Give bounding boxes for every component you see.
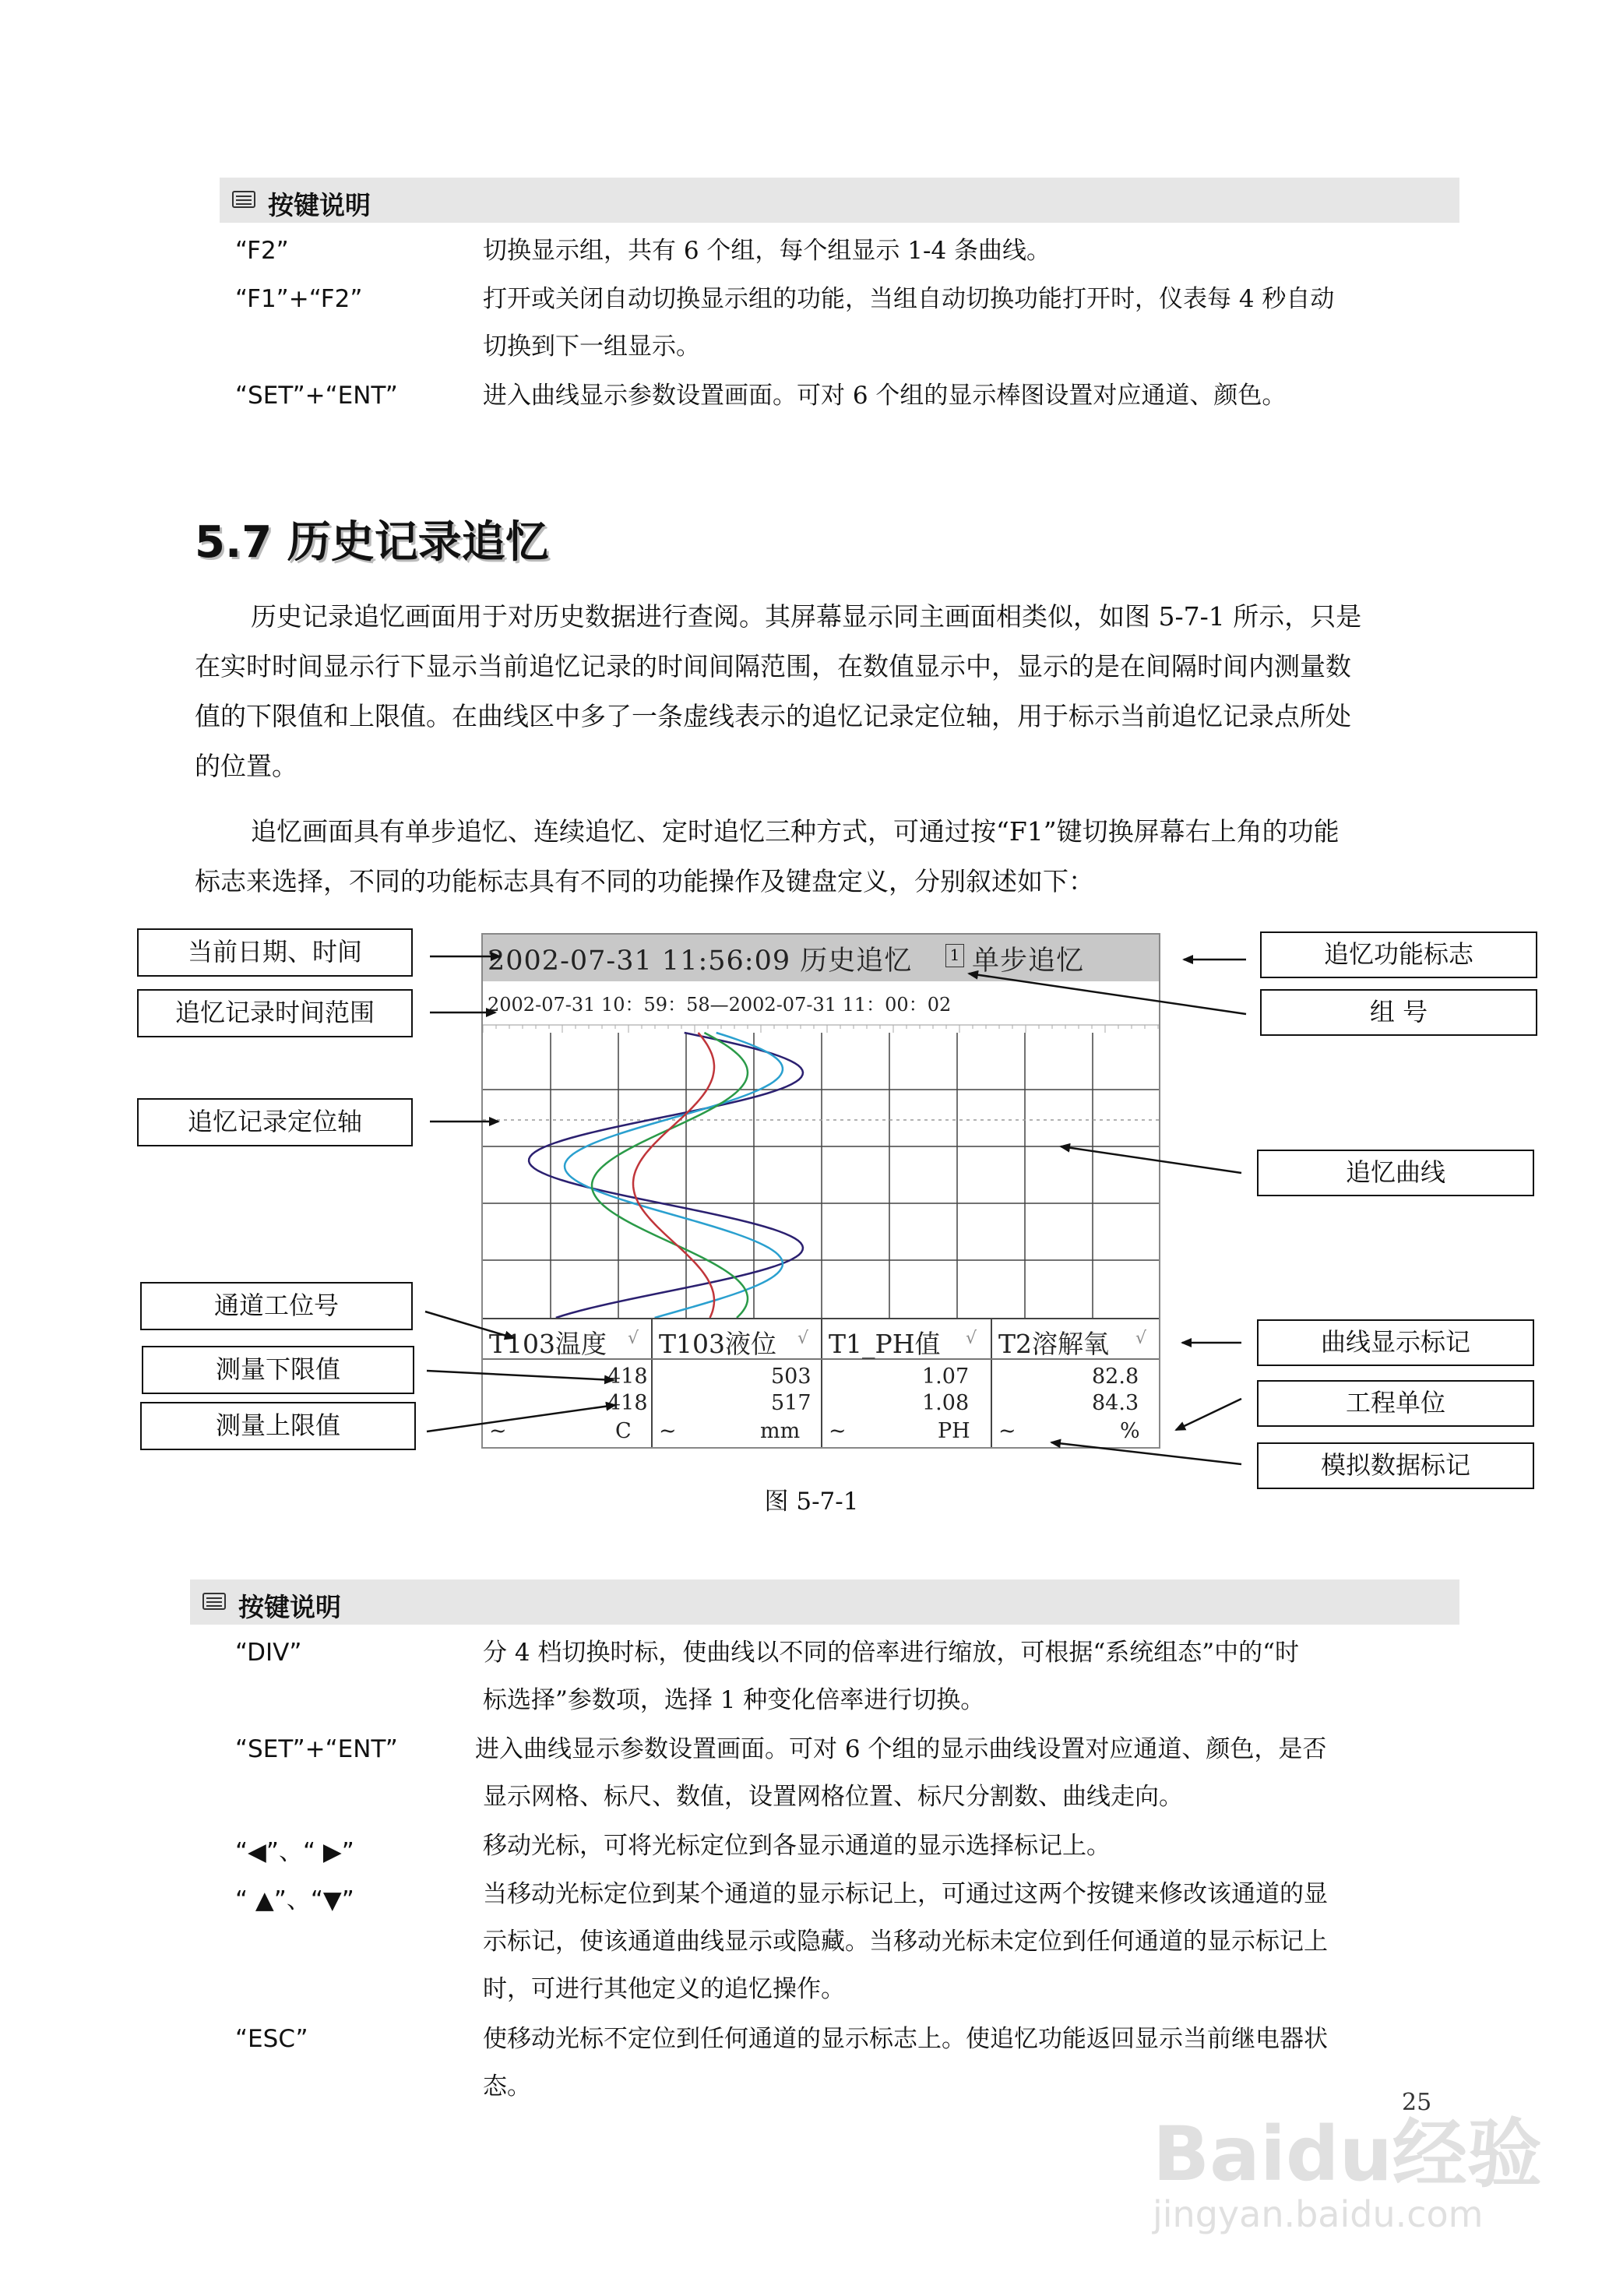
ch4-display-mark[interactable]: √ <box>1135 1329 1147 1348</box>
lcd-mode-flag: 单步追忆 <box>972 946 1085 977</box>
bottom-keys-header-bar <box>190 1579 1459 1625</box>
curve-red <box>633 1033 714 1318</box>
para1-line2: 在实时时间显示行下显示当前追忆记录的时间间隔范围，在数值显示中，显示的是在间隔时间内测量数 <box>195 651 1351 681</box>
top-keys-header-bar <box>220 178 1459 223</box>
ruler-ticks <box>483 1025 1158 1033</box>
ch4-unit: % <box>1120 1419 1140 1443</box>
ch1-name: T103温度 <box>489 1329 607 1359</box>
curve-green <box>592 1033 748 1318</box>
callout-channel-tag: 通道工位号 <box>140 1282 413 1330</box>
para1-line1: 历史记录追忆画面用于对历史数据进行查阅。其屏幕显示同主画面相类似，如图 5-7-1 所示，只是 <box>251 601 1362 632</box>
key-div: “DIV” <box>235 1639 302 1667</box>
desc-div-line1: 分 4 档切换时标，使曲线以不同的倍率进行缩放，可根据“系统组态”中的“时 <box>483 1639 1299 1667</box>
ch2-unit: mm <box>760 1419 801 1443</box>
lcd-graph <box>483 1023 1159 1318</box>
ch4-high: 84.3 <box>1092 1391 1139 1415</box>
section-title: 5.7 历史记录追忆 <box>195 517 549 568</box>
keyboard-icon <box>232 191 255 208</box>
figure-caption: 图 5-7-1 <box>764 1488 859 1516</box>
ch4-analog-mark: ~ <box>998 1419 1016 1443</box>
key-esc: “ESC” <box>235 2025 308 2053</box>
page-number: 25 <box>1402 2089 1432 2116</box>
desc-left-right-line1: 移动光标，可将光标定位到各显示通道的显示选择标记上。 <box>483 1832 1111 1860</box>
watermark-url: jingyan.baidu.com <box>1153 2193 1484 2235</box>
desc-div-line2: 标选择”参数项，选择 1 种变化倍率进行切换。 <box>483 1686 985 1714</box>
para1-line3: 值的下限值和上限值。在曲线区中多了一条虚线表示的追忆记录定位轴，用于标示当前追忆记录点所处 <box>195 701 1351 731</box>
ch1-high: 418 <box>607 1391 648 1415</box>
ch3-high: 1.08 <box>922 1391 970 1415</box>
callout-curve-display-mark: 曲线显示标记 <box>1257 1319 1534 1366</box>
lcd-datetime-title: 2002-07-31 11:56:09 历史追忆 <box>488 946 913 977</box>
watermark-logo: Baidu经验 <box>1153 2111 1542 2198</box>
desc-esc-line1: 使移动光标不定位到任何通道的显示标志上。使追忆功能返回显示当前继电器状 <box>483 2025 1328 2053</box>
desc-up-down-line2: 示标记，使该通道曲线显示或隐藏。当移动光标未定位到任何通道的显示标记上 <box>483 1928 1328 1956</box>
lcd-range-line: 2002-07-31 10：59：58—2002-07-31 11：00：02 <box>488 994 952 1016</box>
ch3-name: T1_PH值 <box>829 1329 941 1359</box>
desc-f1f2-line2: 切换到下一组显示。 <box>483 333 700 361</box>
desc-set-ent2-line1: 进入曲线显示参数设置画面。可对 6 个组的显示曲线设置对应通道、颜色，是否 <box>475 1735 1327 1763</box>
callout-recall-time-range: 追忆记录时间范围 <box>137 989 413 1037</box>
key-f2: “F2” <box>235 237 289 265</box>
keyboard-icon <box>202 1593 226 1610</box>
ch3-unit: PH <box>938 1419 970 1443</box>
ch2-display-mark[interactable]: √ <box>797 1329 809 1348</box>
ch2-high: 517 <box>771 1391 812 1415</box>
top-keys-header-label: 按键说明 <box>268 190 371 220</box>
ch1-unit: C <box>615 1419 632 1443</box>
ch1-low: 418 <box>607 1365 648 1389</box>
ch1-display-mark[interactable]: √ <box>628 1329 639 1348</box>
para2-line1: 追忆画面具有单步追忆、连续追忆、定时追忆三种方式，可通过按“F1”键切换屏幕右上角的功能 <box>251 816 1340 847</box>
panel-divider-1 <box>651 1318 653 1447</box>
callout-recall-curve: 追忆曲线 <box>1257 1150 1534 1196</box>
ch2-name: T103液位 <box>659 1329 776 1359</box>
desc-set-ent2-line2: 显示网格、标尺、数值，设置网格位置、标尺分割数、曲线走向。 <box>483 1783 1183 1811</box>
callout-engineering-unit: 工程单位 <box>1257 1380 1534 1427</box>
para1-line4: 的位置。 <box>195 751 297 781</box>
desc-set-ent-line1: 进入曲线显示参数设置画面。可对 6 个组的显示棒图设置对应通道、颜色。 <box>483 382 1287 410</box>
bottom-keys-header-label: 按键说明 <box>238 1592 341 1622</box>
key-f1-f2: “F1”+“F2” <box>235 285 363 313</box>
group-number-box <box>945 944 964 967</box>
key-set-ent: “SET”+“ENT” <box>235 382 398 410</box>
ch3-analog-mark: ~ <box>829 1419 847 1443</box>
desc-up-down-line3: 时，可进行其他定义的追忆操作。 <box>483 1975 845 2003</box>
callout-measure-high: 测量上限值 <box>140 1402 416 1450</box>
callout-analog-data-mark: 模拟数据标记 <box>1257 1442 1534 1489</box>
desc-f2-line1: 切换显示组，共有 6 个组，每个组显示 1-4 条曲线。 <box>483 237 1051 265</box>
desc-up-down-line1: 当移动光标定位到某个通道的显示标记上，可通过这两个按键来修改该通道的显 <box>483 1880 1328 1908</box>
callout-recall-function-flag: 追忆功能标志 <box>1260 931 1537 978</box>
callout-measure-low: 测量下限值 <box>142 1346 414 1394</box>
key-left-right: “◀”、“ ▶” <box>235 1838 354 1866</box>
arrow-unit <box>1176 1399 1241 1430</box>
ch4-name: T2溶解氧 <box>998 1329 1110 1359</box>
callout-group-number: 组 号 <box>1260 989 1537 1036</box>
ch1-analog-mark: ~ <box>489 1419 507 1443</box>
desc-esc-line2: 态。 <box>483 2072 531 2101</box>
key-set-ent-2: “SET”+“ENT” <box>235 1735 398 1763</box>
panel-divider-2 <box>821 1318 822 1447</box>
ch3-low: 1.07 <box>922 1365 970 1389</box>
curve-cyan <box>565 1033 783 1318</box>
ch3-display-mark[interactable]: √ <box>966 1329 977 1348</box>
grid <box>483 1033 1159 1318</box>
panel-divider-3 <box>991 1318 992 1447</box>
callout-recall-position-axis: 追忆记录定位轴 <box>137 1098 413 1146</box>
recall-curves <box>529 1033 803 1318</box>
callout-current-datetime: 当前日期、时间 <box>137 928 413 977</box>
ch4-low: 82.8 <box>1092 1365 1139 1389</box>
para2-line2: 标志来选择，不同的功能标志具有不同的功能操作及键盘定义，分别叙述如下： <box>195 866 1094 896</box>
group-number: 1 <box>949 946 960 964</box>
ch2-analog-mark: ~ <box>659 1419 677 1443</box>
desc-f1f2-line1: 打开或关闭自动切换显示组的功能，当组自动切换功能打开时，仪表每 4 秒自动 <box>483 285 1335 313</box>
ch2-low: 503 <box>771 1365 812 1389</box>
key-up-down: “ ▲”、“▼” <box>235 1886 354 1914</box>
